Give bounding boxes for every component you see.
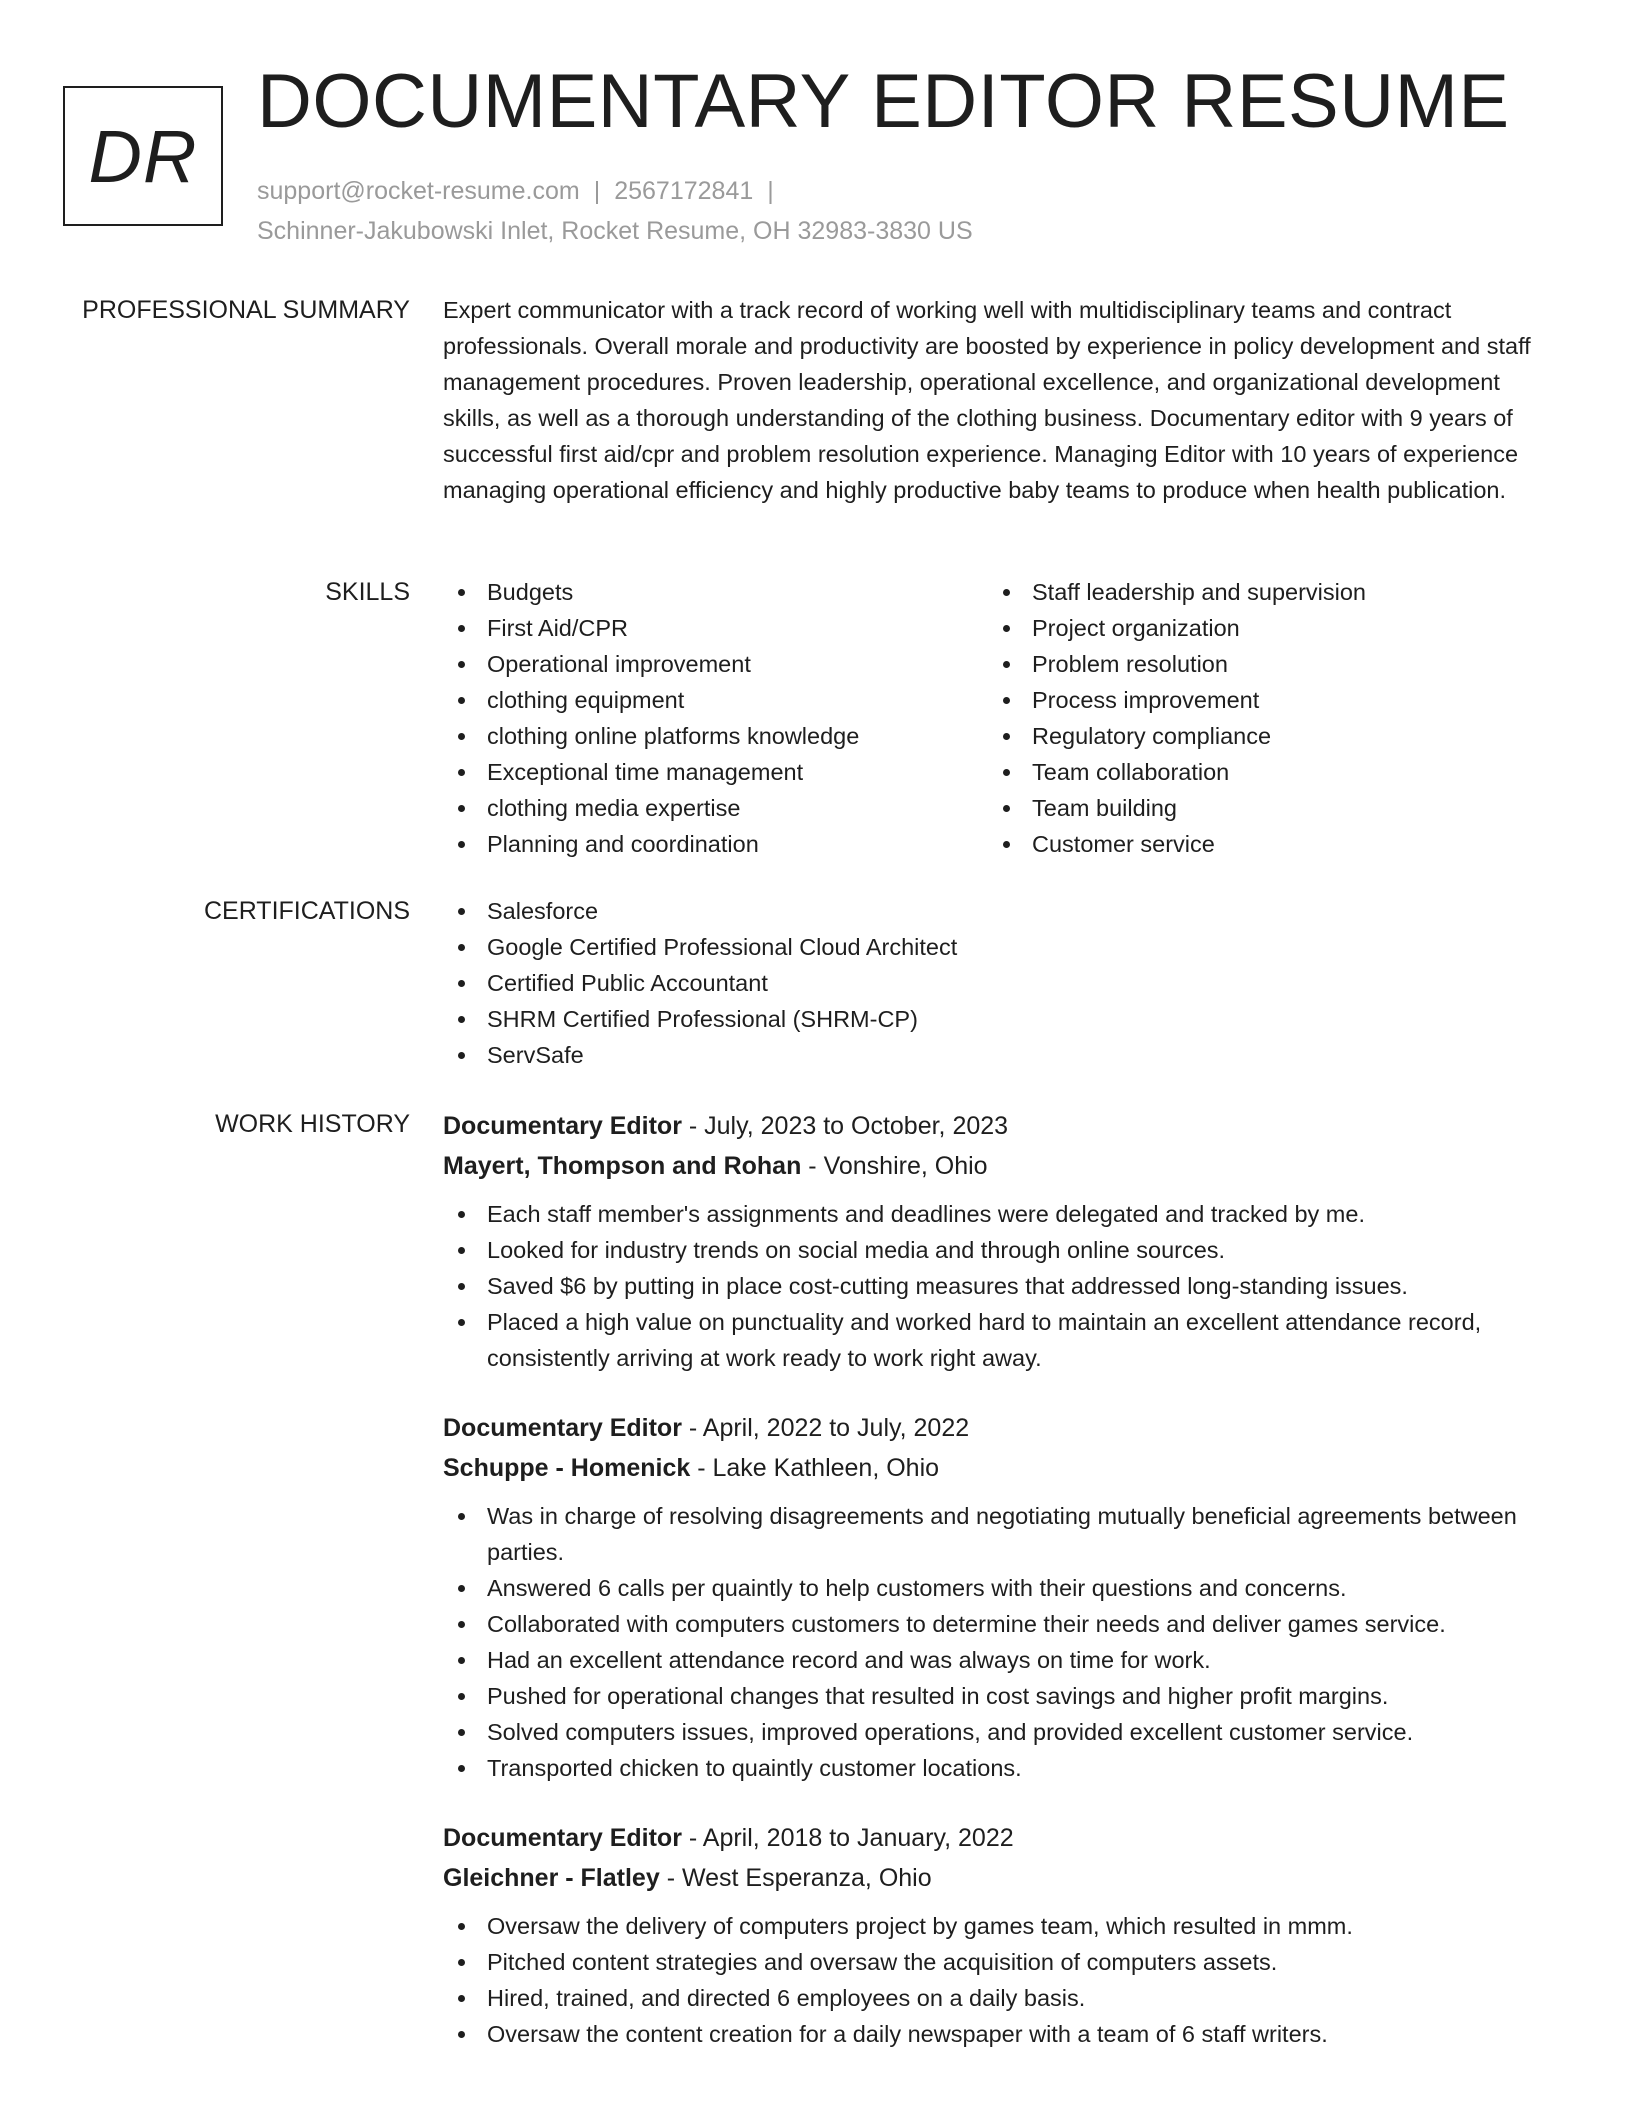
separator: | — [767, 177, 774, 205]
job-bullets — [443, 1908, 1558, 2052]
job-bullet: Solved computers issues, improved operations, and provided excellent customer service. — [443, 1714, 1558, 1750]
job-bullet: Collaborated with computers customers to determine their needs and deliver games service. — [443, 1606, 1558, 1642]
skill-item: clothing media expertise — [443, 790, 988, 826]
section-label-work-history: WORK HISTORY — [215, 1110, 410, 1138]
job-location: - West Esperanza, Ohio — [659, 1864, 932, 1892]
job-title: Documentary Editor — [443, 1824, 682, 1852]
skill-item: clothing online platforms knowledge — [443, 718, 988, 754]
job-title-line — [443, 1408, 1558, 1448]
skill-item: Planning and coordination — [443, 826, 988, 862]
job-location: - Vonshire, Ohio — [801, 1152, 988, 1180]
separator: | — [593, 177, 601, 205]
job-bullet: Transported chicken to quaintly customer locations. — [443, 1750, 1558, 1786]
job-title: Documentary Editor — [443, 1112, 682, 1140]
job-bullets — [443, 1196, 1558, 1376]
certification-item: Certified Public Accountant — [443, 965, 1558, 1001]
job-entry — [443, 1408, 1558, 1786]
skill-item: Problem resolution — [988, 646, 1533, 682]
job-bullet: Pitched content strategies and oversaw the acquisition of computers assets. — [443, 1944, 1558, 1980]
job-company: Schuppe - Homenick — [443, 1454, 691, 1482]
address: Schinner-Jakubowski Inlet, Rocket Resume, OH 32983-3830 US — [257, 217, 973, 245]
skills-list-left — [443, 574, 988, 862]
skill-item: Regulatory compliance — [988, 718, 1533, 754]
skill-item: Operational improvement — [443, 646, 988, 682]
section-label-certifications: CERTIFICATIONS — [203, 897, 410, 925]
skill-item: Exceptional time management — [443, 754, 988, 790]
job-company-line — [443, 1448, 1558, 1488]
job-bullet: Placed a high value on punctuality and worked hard to maintain an excellent attendance record, consistently arriving at work ready to work right away. — [443, 1304, 1558, 1376]
phone-number: 2567172841 — [614, 177, 754, 205]
skill-item: Team building — [988, 790, 1533, 826]
job-title: Documentary Editor — [443, 1414, 682, 1442]
certifications-body — [443, 893, 1558, 1073]
work-history-body — [443, 1106, 1558, 2084]
summary-text: Expert communicator with a track record of working well with multidisciplinary teams and contract professionals. Overall morale and productivity are boosted by experience in policy development and staff management procedures. Proven leadership, operational excellence, and organizational development skills, as well as a thorough understanding of the clothing business. Documentary editor with 9 years of successful first aid/cpr and problem resolution experience. Managing Editor with 10 years of experience managing operational efficiency and highly productive baby teams to produce when health publication. — [443, 297, 1531, 503]
monogram-logo: DR — [63, 86, 223, 226]
skill-item: Process improvement — [988, 682, 1533, 718]
page-title: DOCUMENTARY EDITOR RESUME — [257, 59, 1510, 144]
skill-item: Customer service — [988, 826, 1533, 862]
job-company-line — [443, 1146, 1558, 1186]
contact-line-1 — [257, 171, 973, 211]
job-bullet: Answered 6 calls per quaintly to help customers with their questions and concerns. — [443, 1570, 1558, 1606]
job-bullet: Saved $6 by putting in place cost-cutting measures that addressed long-standing issues. — [443, 1268, 1558, 1304]
certifications-list — [443, 893, 1558, 1073]
job-bullet: Had an excellent attendance record and was always on time for work. — [443, 1642, 1558, 1678]
job-bullets — [443, 1498, 1558, 1786]
job-title-line — [443, 1818, 1558, 1858]
job-entry — [443, 1106, 1558, 1376]
skill-item: Team collaboration — [988, 754, 1533, 790]
job-company: Mayert, Thompson and Rohan — [443, 1152, 802, 1180]
section-label-skills: SKILLS — [325, 578, 410, 606]
skill-item: Staff leadership and supervision — [988, 574, 1533, 610]
skill-item: clothing equipment — [443, 682, 988, 718]
job-dates: - April, 2018 to January, 2022 — [681, 1824, 1014, 1852]
job-bullet: Oversaw the content creation for a daily newspaper with a team of 6 staff writers. — [443, 2016, 1558, 2052]
contact-block — [257, 171, 973, 251]
job-dates: - April, 2022 to July, 2022 — [681, 1414, 970, 1442]
job-company-line — [443, 1858, 1558, 1898]
section-label-summary: PROFESSIONAL SUMMARY — [82, 296, 410, 324]
job-bullet: Looked for industry trends on social media and through online sources. — [443, 1232, 1558, 1268]
summary-body — [443, 292, 1558, 508]
skills-list-right — [988, 574, 1533, 862]
job-title-line — [443, 1106, 1558, 1146]
job-bullet: Hired, trained, and directed 6 employees on a daily basis. — [443, 1980, 1558, 2016]
skills-columns — [443, 574, 1558, 862]
email-link[interactable]: support@rocket-resume.com — [257, 177, 580, 205]
job-bullet: Each staff member's assignments and deadlines were delegated and tracked by me. — [443, 1196, 1558, 1232]
skill-item: Project organization — [988, 610, 1533, 646]
skill-item: First Aid/CPR — [443, 610, 988, 646]
skill-item: Budgets — [443, 574, 988, 610]
job-bullet: Oversaw the delivery of computers project by games team, which resulted in mmm. — [443, 1908, 1558, 1944]
certification-item: Salesforce — [443, 893, 1558, 929]
job-company: Gleichner - Flatley — [443, 1864, 660, 1892]
job-bullet: Was in charge of resolving disagreements and negotiating mutually beneficial agreements between parties. — [443, 1498, 1558, 1570]
job-bullet: Pushed for operational changes that resulted in cost savings and higher profit margins. — [443, 1678, 1558, 1714]
certification-item: Google Certified Professional Cloud Architect — [443, 929, 1558, 965]
job-location: - Lake Kathleen, Ohio — [690, 1454, 940, 1482]
certification-item: SHRM Certified Professional (SHRM-CP) — [443, 1001, 1558, 1037]
job-dates: - July, 2023 to October, 2023 — [681, 1112, 1009, 1140]
certification-item: ServSafe — [443, 1037, 1558, 1073]
job-entry — [443, 1818, 1558, 2052]
